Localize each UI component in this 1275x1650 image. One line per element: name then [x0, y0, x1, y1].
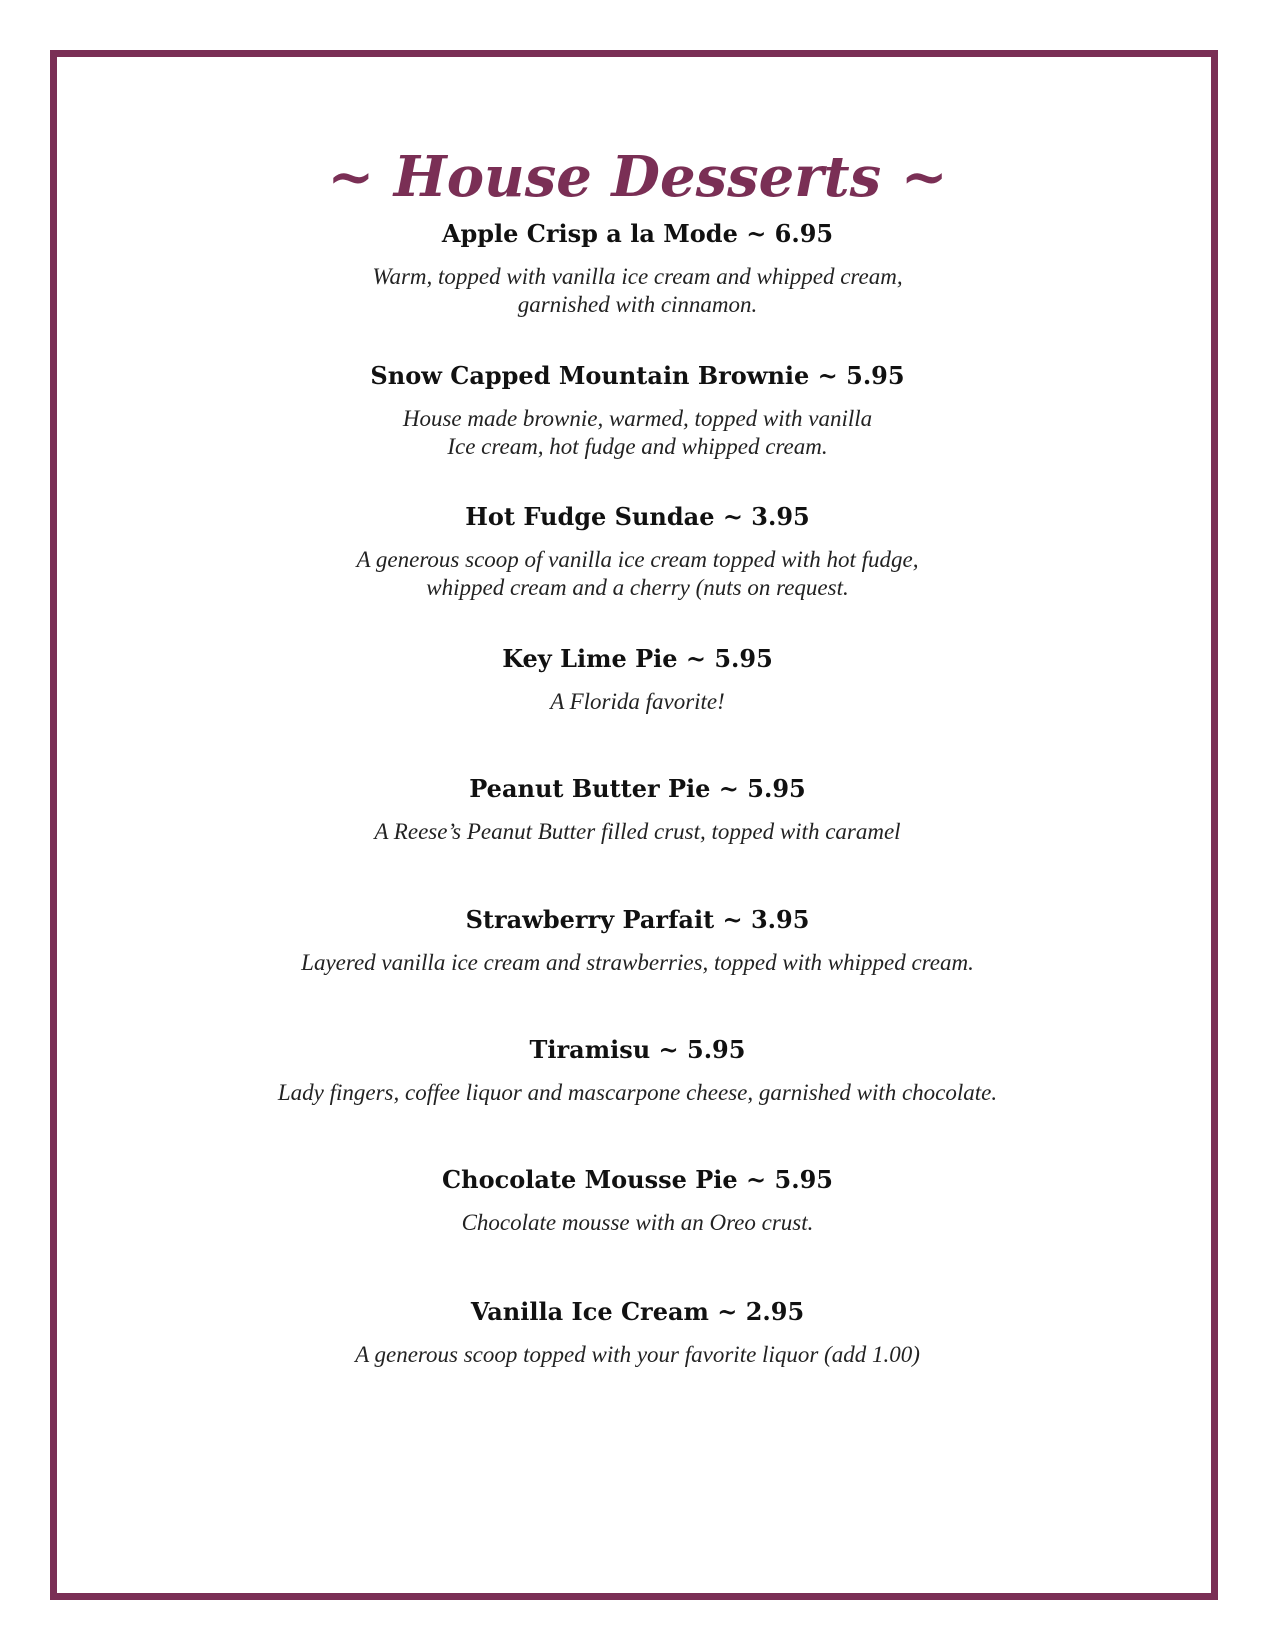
item-description-line: Chocolate mousse with an Oreo crust. — [461, 1210, 814, 1235]
menu-item-tiramisu — [0, 1034, 1275, 1107]
item-heading: Key Lime Pie ~ 5.95 — [502, 644, 773, 673]
menu-item-peanut-butter-pie — [0, 773, 1275, 846]
item-heading: Apple Crisp a la Mode ~ 6.95 — [441, 219, 834, 248]
item-description — [0, 405, 1275, 461]
item-description-line: garnished with cinnamon. — [517, 292, 758, 317]
menu-item-apple-crisp — [0, 218, 1275, 319]
menu-item-strawberry-parfait — [0, 904, 1275, 977]
item-heading: Strawberry Parfait ~ 3.95 — [465, 905, 810, 934]
menu-item-vanilla-ice-cream — [0, 1296, 1275, 1369]
item-heading: Tiramisu ~ 5.95 — [529, 1035, 746, 1064]
item-description — [0, 1079, 1275, 1107]
item-description — [0, 949, 1275, 977]
item-heading: Chocolate Mousse Pie ~ 5.95 — [442, 1165, 833, 1194]
item-description — [0, 1341, 1275, 1369]
item-heading: Vanilla Ice Cream ~ 2.95 — [470, 1297, 805, 1326]
item-description-line: Layered vanilla ice cream and strawberries, topped with whipped cream. — [301, 950, 974, 975]
item-description — [0, 818, 1275, 846]
menu-item-sundae — [0, 501, 1275, 602]
item-description-line: whipped cream and a cherry (nuts on request. — [426, 575, 849, 600]
item-description-line: A Florida favorite! — [550, 689, 725, 714]
item-description-line: A Reese’s Peanut Butter filled crust, topped with caramel — [374, 819, 901, 844]
item-description-line: Warm, topped with vanilla ice cream and whipped cream, — [372, 264, 903, 289]
item-heading: Hot Fudge Sundae ~ 3.95 — [465, 502, 810, 531]
menu-item-brownie — [0, 360, 1275, 461]
item-description-line: Ice cream, hot fudge and whipped cream. — [447, 434, 828, 459]
item-description-line: A generous scoop topped with your favorite liquor (add 1.00) — [355, 1342, 920, 1367]
item-description-line: A generous scoop of vanilla ice cream topped with hot fudge, — [356, 547, 919, 572]
item-heading: Snow Capped Mountain Brownie ~ 5.95 — [370, 361, 905, 390]
item-heading: Peanut Butter Pie ~ 5.95 — [469, 774, 806, 803]
item-description — [0, 688, 1275, 716]
item-description — [0, 546, 1275, 602]
menu-title: ~ House Desserts ~ — [327, 144, 948, 210]
menu-item-chocolate-mousse-pie — [0, 1164, 1275, 1237]
item-description — [0, 263, 1275, 319]
item-description — [0, 1209, 1275, 1237]
item-description-line: House made brownie, warmed, topped with vanilla — [402, 406, 873, 431]
menu-item-key-lime-pie — [0, 643, 1275, 716]
item-description-line: Lady fingers, coffee liquor and mascarpone cheese, garnished with chocolate. — [277, 1080, 998, 1105]
